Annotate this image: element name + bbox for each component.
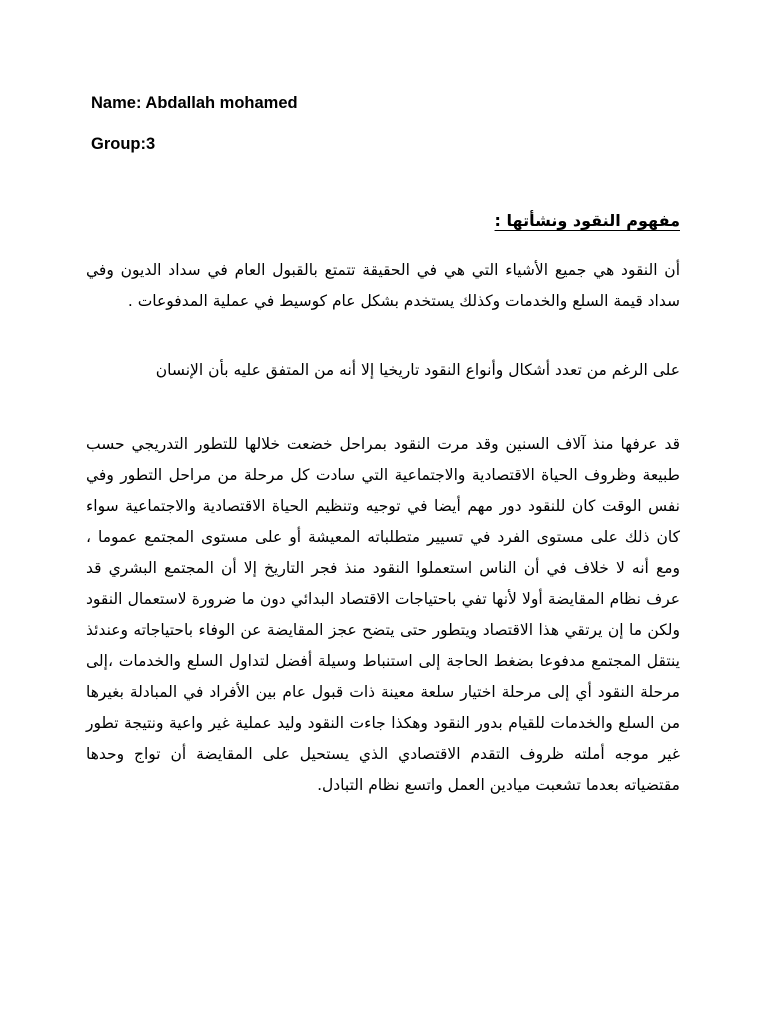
paragraph-history-evolution: قد عرفها منذ آلاف السنين وقد مرت النقود بمراحل خضعت خلالها للتطور التدريجي حسب طبيعة وظروف الحياة الاقتصادية والاجتماعية التي سادت كل مرحلة من مراحل التطور وفي نفس الوقت كان للنقود دور مهم أيضا في توجيه وتنظيم الحياة الاقتصادية والاجتماعية سواء كان ذلك على مستوى الفرد في تسيير متطلباته المعيشة أو على مستوى المجتمع عموما ، ومع أنه لا خلاف في أن الناس استعملوا النقود منذ فجر التاريخ إلا أن المجتمع البشري قد عرف نظام المقايضة أولا لأنها تفي باحتياجات الاقتصاد البدائي دون ما ضرورة لاستعمال النقود ولكن ما إن يرتقي هذا الاقتصاد ويتطور حتى يتضح عجز المقايضة عن الوفاء باحتياجاته وعندئذ ينتقل المجتمع مدفوعا بضغط الحاجة إلى استنباط وسيلة أفضل لتداول السلع والخدمات ،إلى مرحلة النقود أي إلى مرحلة اختيار سلعة معينة ذات قبول عام بين الأفراد في المبادلة بغيرها من السلع والخدمات للقيام بدور النقود وهكذا جاءت النقود وليد عملية غير واعية ونتيجة تطور غير موجه أملته ظروف التقدم الاقتصادي الذي يستحيل على المقايضة أن تواج وحدها مقتضياته بعدما تشعبت ميادين العمل واتسع نظام التبادل. [86, 435, 680, 794]
paragraph-definition: أن النقود هي جميع الأشياء التي هي في الحقيقة تتمتع بالقبول العام في سداد الديون وفي سداد قيمة السلع والخدمات وكذلك يستخدم بشكل عام كوسيط في عملية المدفوعات . [86, 261, 680, 310]
paragraph-history-intro: على الرغم من تعدد أشكال وأنواع النقود تاريخيا إلا أنه من المتفق عليه بأن الإنسان [155, 361, 680, 379]
section-heading: مفهوم النقود ونشأتها : [494, 211, 680, 230]
student-name: Name: Abdallah mohamed [91, 94, 298, 112]
student-group: Group:3 [91, 135, 156, 153]
